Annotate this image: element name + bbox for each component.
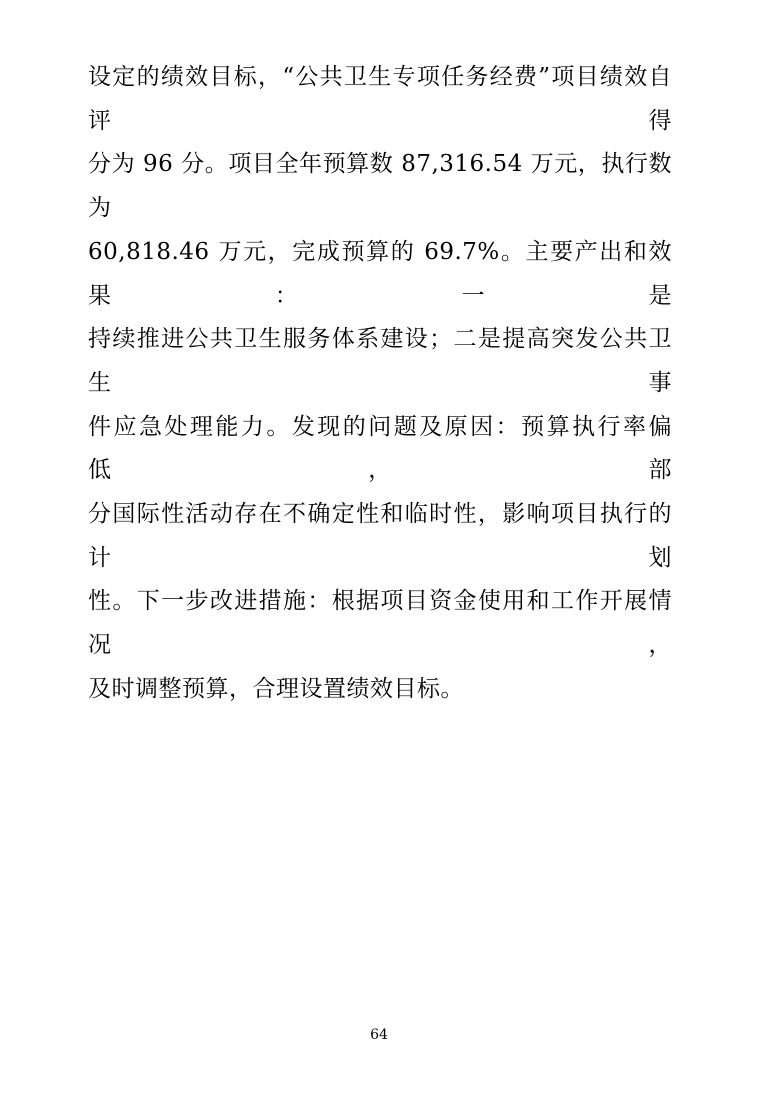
paragraph-line: 件应急处理能力。发现的问题及原因：预算执行率偏低，部 xyxy=(88,413,672,484)
paragraph-line: 设定的绩效目标，“公共卫生专项任务经费”项目绩效自评得 xyxy=(88,64,672,134)
page-number: 64 xyxy=(370,1027,388,1043)
paragraph-line: 分为 96 分。项目全年预算数 87,316.54 万元，执行数为 xyxy=(88,151,672,222)
paragraph-line: 及时调整预算，合理设置绩效目标。 xyxy=(88,675,464,702)
paragraph-line: 性。下一步改进措施：根据项目资金使用和工作开展情况， xyxy=(88,588,672,659)
paragraph-line: 持续推进公共卫生服务体系建设；二是提高突发公共卫生事 xyxy=(88,326,672,396)
paragraph xyxy=(88,56,672,712)
paragraph-line: 60,818.46 万元，完成预算的 69.7%。主要产出和效果：一是 xyxy=(88,238,672,309)
paragraph-line: 分国际性活动存在不确定性和临时性，影响项目执行的计划 xyxy=(88,501,672,571)
